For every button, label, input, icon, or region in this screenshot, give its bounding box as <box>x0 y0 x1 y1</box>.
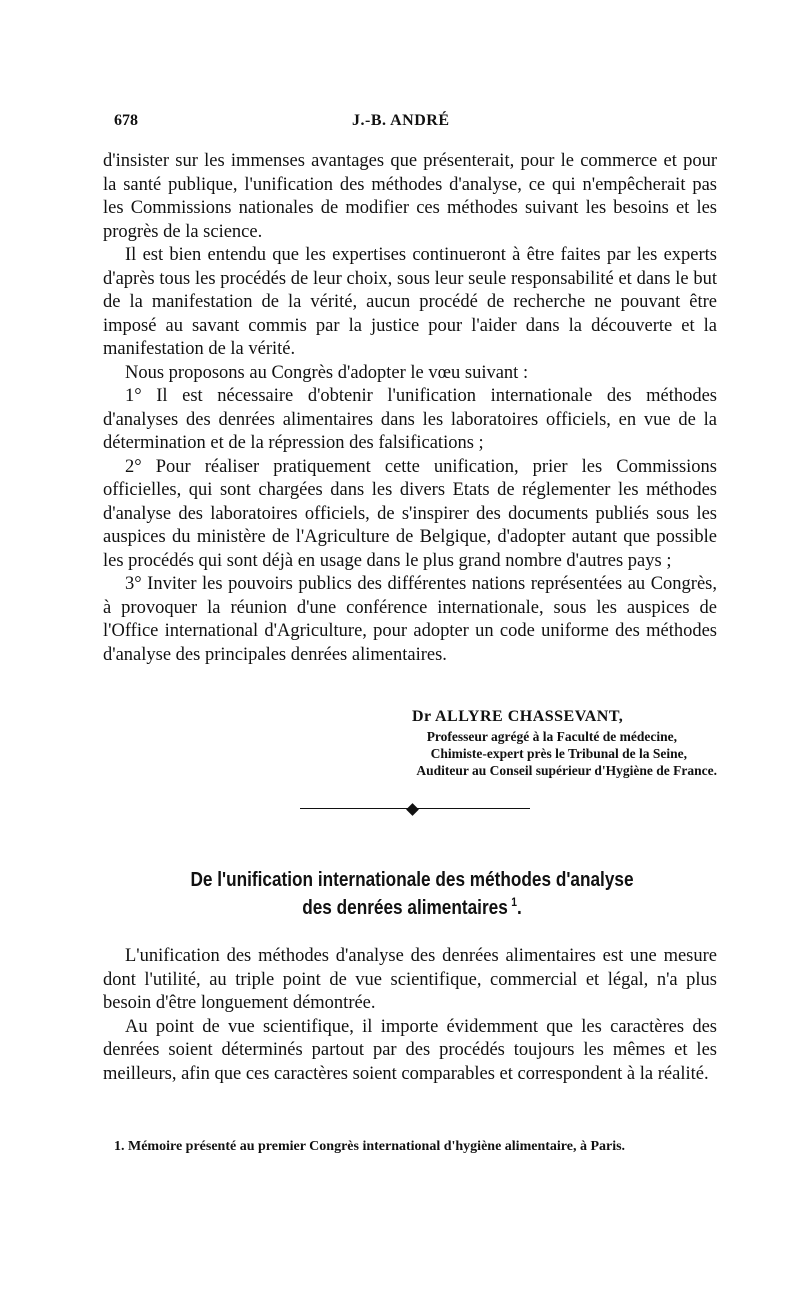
section-divider <box>300 803 530 815</box>
running-head: J.-B. ANDRÉ <box>352 112 450 129</box>
paragraph: d'insister sur les immenses avantages que présenterait, pour le commerce et pour la santé publique, l'unification des méthodes d'analyse, ce qui n'empêcherait pas les Commissions nationales de modifier ces méthodes suivant les besoins et les progrès de la science. <box>103 151 717 242</box>
page-number: 678 <box>114 112 138 129</box>
paragraph: Il est bien entendu que les expertises continueront à être faites par les experts d'après tous les procédés de leur choix, sous leur seule responsabilité et dans le but de la manifestation de la vérité, aucun procédé de recherche ne pouvant être imposé au savant commis par la justice pour l'aider dans la découverte et la manifestation de la vérité. <box>103 245 717 359</box>
paragraph: Nous proposons au Congrès d'adopter le vœu suivant : <box>125 362 529 383</box>
title-period: . <box>516 897 522 919</box>
section-title <box>156 866 669 922</box>
author-title: Chimiste-expert près le Tribunal de la Seine, <box>430 746 687 761</box>
resolution-item-1: 1° Il est nécessaire d'obtenir l'unification internationale des méthodes d'analyses des denrées alimentaires dans les laboratoires officiels, en vue de la détermination et de la répression des falsifications ; <box>103 386 717 453</box>
footnote-marker: 1 <box>511 895 517 910</box>
resolution-item-3: 3° Inviter les pouvoirs publics des différentes nations représentées au Congrès, à provoquer la réunion d'une conférence internationale, sous les auspices de l'Office international d'Agriculture, pour adopter un code uniforme des méthodes d'analyse des principales denrées alimentaires. <box>103 574 717 665</box>
section-body <box>103 945 717 1086</box>
paragraph: Au point de vue scientifique, il importe évidemment que les caractères des denrées soient déterminés partout par des procédés toujours les mêmes et les meilleurs, afin que ces caractères soient comparables et correspondent à la réalité. <box>103 1016 717 1084</box>
footnote: 1. Mémoire présenté au premier Congrès international d'hygiène alimentaire, à Paris. <box>114 1139 626 1154</box>
author-title: Auditeur au Conseil supérieur d'Hygiène de France. <box>416 763 717 778</box>
signature-block <box>326 706 721 779</box>
divider-diamond-icon <box>406 803 419 816</box>
resolution-item-2: 2° Pour réaliser pratiquement cette unification, prier les Commissions officielles, qui sont chargées dans les divers Etats de réglementer les méthodes d'analyse des laboratoires officiels, de s'inspirer des documents publiés sous les auspices du ministère de l'Agriculture de Belgique, d'adopter autant que possible les procédés qui sont déjà en usage dans le plus grand nombre d'autres pays ; <box>103 456 717 571</box>
author-name: Dr ALLYRE CHASSEVANT, <box>412 708 624 725</box>
paragraph: L'unification des méthodes d'analyse des denrées alimentaires est une mesure dont l'utilité, au triple point de vue scientifique, commercial et légal, n'a plus besoin d'être longuement démontrée. <box>103 946 717 1013</box>
author-title: Professeur agrégé à la Faculté de médecine, <box>426 729 677 744</box>
section-title-line2-wrap <box>156 894 669 922</box>
continued-text <box>103 150 717 667</box>
section-title-line2: des denrées alimentaires <box>302 897 508 919</box>
section-title-line1: De l'unification internationale des méthodes d'analyse <box>190 869 634 891</box>
page-header <box>114 112 718 136</box>
